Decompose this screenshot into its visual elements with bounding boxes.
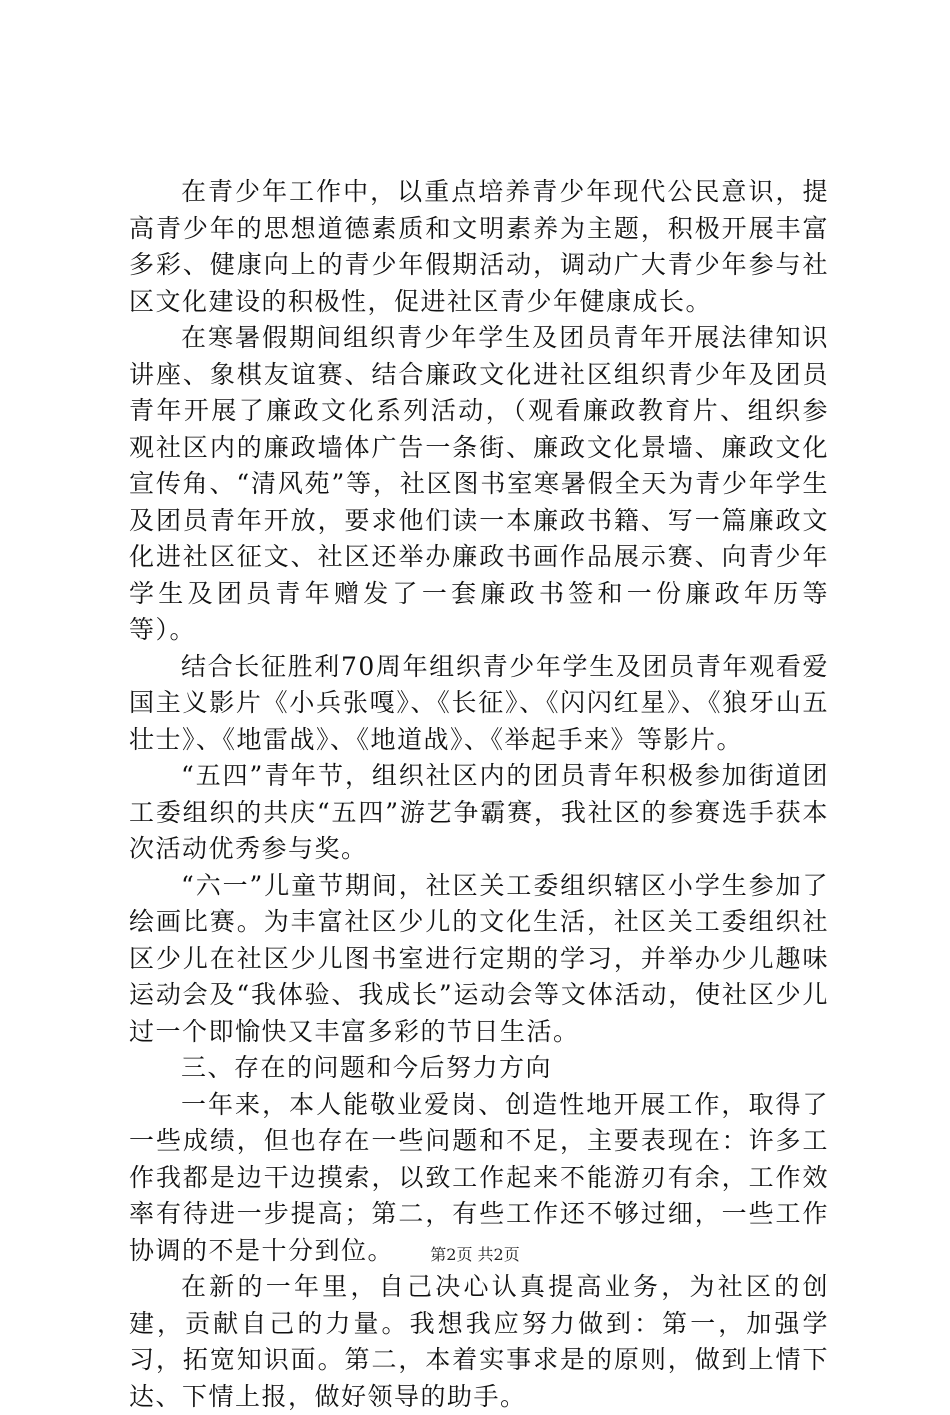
paragraph-long-march-films: 结合长征胜利70周年组织青少年学生及团员青年观看爱国主义影片《小兵张嘎》、《长征》、《闪闪红星》、《狼牙山五壮士》、《地雷战》、《地道战》、《举起手来》等影片。 (129, 651, 829, 754)
paragraph-problems: 一年来，本人能敬业爱岗、创造性地开展工作，取得了一些成绩，但也存在一些问题和不足，主要表现在：许多工作我都是边干边摸索，以致工作起来不能游刃有余，工作效率有待进一步提高；第二，有些工作还不够过细，一些工作协调的不是十分到位。 (129, 1089, 829, 1265)
page-footer: 第2页 共2页 (430, 1245, 520, 1264)
paragraph-youth-work: 在青少年工作中，以重点培养青少年现代公民意识，提高青少年的思想道德素质和文明素养为主题，积极开展丰富多彩、健康向上的青少年假期活动，调动广大青少年参与社区文化建设的积极性，促进社区青少年健康成长。 (129, 177, 829, 316)
paragraph-vacation-activities: 在寒暑假期间组织青少年学生及团员青年开展法律知识讲座、象棋友谊赛、结合廉政文化进社区组织青少年及团员青年开展了廉政文化系列活动，（观看廉政教育片、组织参观社区内的廉政墙体广告一条街、廉政文化景墙、廉政文化宣传角、“清风苑”等，社区图书室寒暑假全天为青少年学生及团员青年开放，要求他们读一本廉政书籍、写一篇廉政文化进社区征文、社区还举办廉政书画作品展示赛、向青少年学生及团员青年赠发了一套廉政书签和一份廉政年历等等）。 (129, 323, 829, 644)
paragraph-new-year-goals: 在新的一年里，自己决心认真提高业务，为社区的创建，贡献自己的力量。我想我应努力做到：第一，加强学习，拓宽知识面。第二，本着实事求是的原则，做到上情下达、下情上报，做好领导的助手。 (129, 1272, 829, 1411)
document-body (129, 174, 829, 1415)
paragraph-may-fourth: “五四”青年节，组织社区内的团员青年积极参加街道团工委组织的共庆“五四”游艺争霸赛，我社区的参赛选手获本次活动优秀参与奖。 (129, 761, 829, 863)
section-heading-problems: 三、存在的问题和今后努力方向 (181, 1053, 553, 1082)
paragraph-childrens-day: “六一”儿童节期间，社区关工委组织辖区小学生参加了绘画比赛。为丰富社区少儿的文化生活，社区关工委组织社区少儿在社区少儿图书室进行定期的学习，并举办少儿趣味运动会及“我体验、我成长”运动会等文体活动，使社区少儿过一个即愉快又丰富多彩的节日生活。 (129, 870, 829, 1046)
